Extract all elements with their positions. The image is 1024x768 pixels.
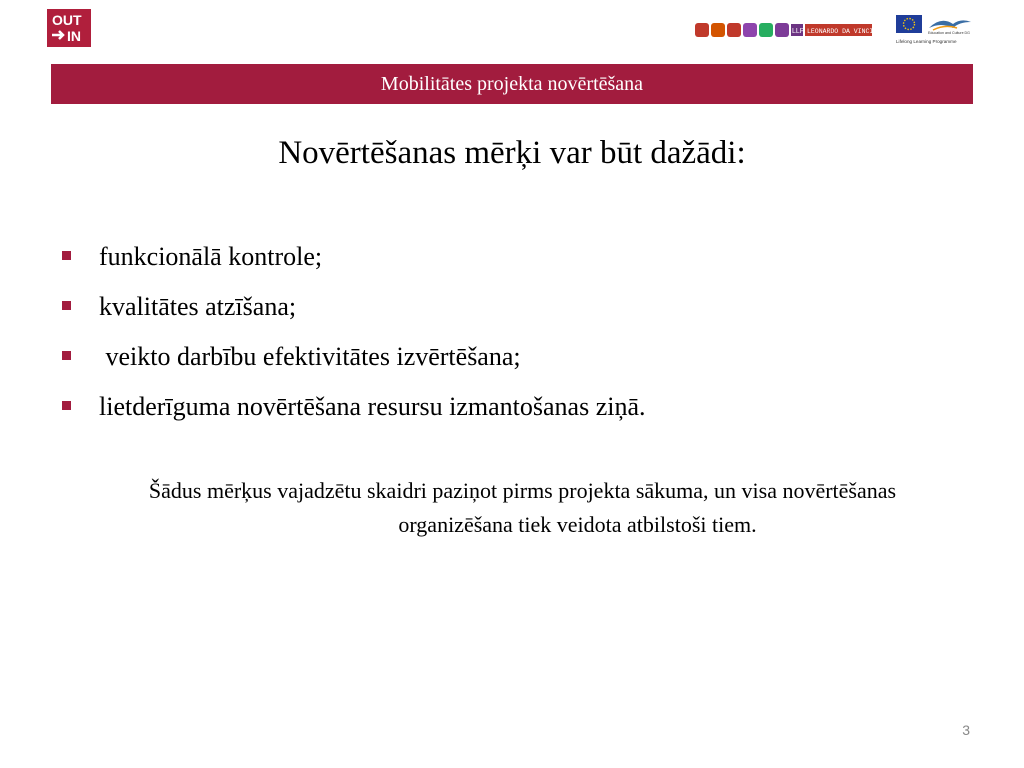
note-paragraph: Šādus mērķus vajadzētu skaidri paziņot pirms projekta sākuma, un visa novērtēšanas organizēšana tiek veidota atbilstoši tiem. xyxy=(148,478,897,537)
list-item-text: funkcionālā kontrole; xyxy=(99,242,323,271)
square-bullet-icon xyxy=(62,401,71,410)
eu-lifelong-learning-logo xyxy=(895,14,977,46)
list-item xyxy=(62,286,962,336)
svg-text:OUT: OUT xyxy=(52,12,82,28)
page-number: 3 xyxy=(962,722,970,738)
header-title: Mobilitātes projekta novērtēšana xyxy=(380,72,644,95)
list-item-text: kvalitātes atzīšana; xyxy=(99,292,297,321)
svg-text:IN: IN xyxy=(67,28,81,44)
list-item-text: veikto darbību efektivitātes izvērtēšana; xyxy=(99,342,521,371)
svg-text:Lifelong Learning Programme: Lifelong Learning Programme xyxy=(896,39,957,44)
slide-heading: Novērtēšanas mērķi var būt dažādi: xyxy=(278,135,746,171)
list-item xyxy=(62,386,962,436)
square-bullet-icon xyxy=(62,301,71,310)
out-in-logo xyxy=(47,9,91,47)
header-bar xyxy=(51,64,973,104)
list-item xyxy=(62,336,962,386)
list-item-text: lietderīguma novērtēšana resursu izmantošanas ziņā. xyxy=(99,392,646,421)
bullet-list xyxy=(62,236,962,436)
square-bullet-icon xyxy=(62,251,71,260)
svg-text:LLP: LLP xyxy=(792,28,805,35)
list-item xyxy=(62,236,962,286)
square-bullet-icon xyxy=(62,351,71,360)
svg-text:LEONARDO DA VINCI: LEONARDO DA VINCI xyxy=(807,28,874,35)
leonardo-da-vinci-logo xyxy=(694,18,874,40)
svg-text:Education and Culture DG: Education and Culture DG xyxy=(928,31,970,35)
